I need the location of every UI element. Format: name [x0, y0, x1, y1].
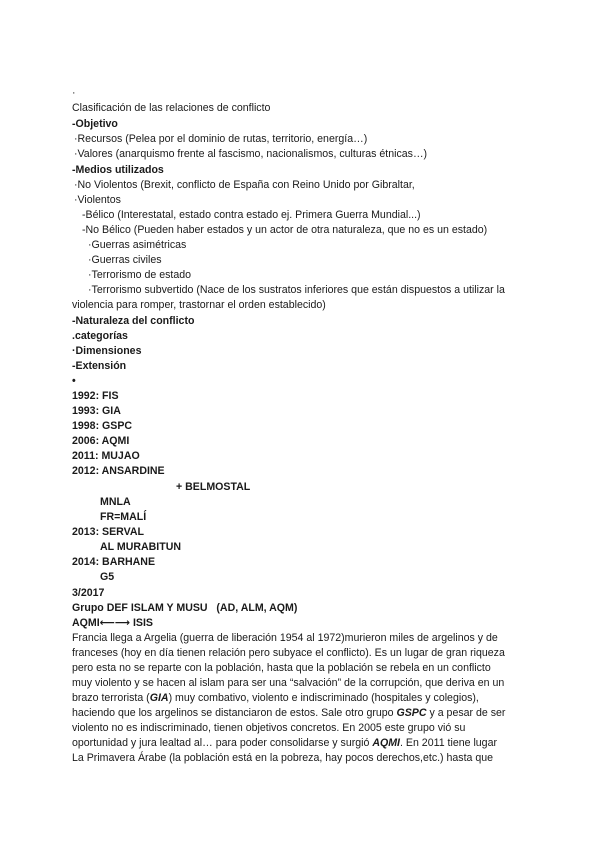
- leading-dot: ·: [72, 87, 76, 99]
- paragraph-line: franceses (hoy en día tienen relación pero subyace el conflicto). Es un lugar de gran riqueza: [72, 647, 505, 659]
- paragraph-line: [72, 736, 497, 750]
- paragraph-line: violento no es indiscriminado, tienen objetivos concretos. En 2005 este grupo vió su: [72, 722, 466, 734]
- timeline-2006: 2006: AQMI: [72, 435, 130, 447]
- paragraph-text: haciendo que los argelinos se distanciaron de estos. Sale otro grupo: [72, 707, 397, 719]
- timeline-2012: 2012: ANSARDINE: [72, 465, 165, 477]
- timeline-1998: 1998: GSPC: [72, 420, 133, 432]
- timeline-fr-mali: FR=MALÍ: [100, 511, 147, 523]
- timeline-2013: 2013: SERVAL: [72, 526, 145, 538]
- paragraph-text: ) muy combativo, violento e indiscriminado (hospitales y colegios),: [168, 692, 479, 704]
- item-no-belico: -No Bélico (Pueden haber estados y un actor de otra naturaleza, que no es un estado): [82, 224, 488, 236]
- timeline-mnla: MNLA: [100, 496, 131, 508]
- gspc-emphasis: GSPC: [396, 707, 427, 719]
- subtype-asimetricas: ·Guerras asimétricas: [88, 239, 187, 251]
- paragraph-line: [72, 706, 505, 720]
- aqmi-emphasis: AQMI: [372, 737, 401, 749]
- paragraph-line: La Primavera Árabe (la población está en la pobreza, hay pocos derechos,etc.) hasta que: [72, 752, 494, 764]
- gia-emphasis: GIA: [149, 692, 169, 704]
- paragraph-text: . En 2011 tiene lugar: [400, 737, 497, 749]
- subtype-terrorismo-subvertido-cont: violencia para romper, trastornar el orden establecido): [72, 299, 326, 311]
- item-valores: ·Valores (anarquismo frente al fascismo, nacionalismos, culturas étnicas…): [74, 148, 428, 160]
- heading-extension: -Extensión: [72, 360, 127, 372]
- timeline-g5: G5: [100, 571, 115, 583]
- item-no-violentos: ·No Violentos (Brexit, conflicto de España con Reino Unido por Gibraltar,: [74, 179, 415, 191]
- grupo-def-islam: Grupo DEF ISLAM Y MUSU (AD, ALM, AQM): [72, 602, 298, 614]
- document-title: Clasificación de las relaciones de conflicto: [72, 102, 271, 114]
- timeline-2014: 2014: BARHANE: [72, 556, 156, 568]
- paragraph-line: [72, 691, 479, 705]
- timeline-2017: 3/2017: [72, 587, 105, 599]
- paragraph-line: muy violento y se hacen al islam para ser una “salvación” de la corrupción, que deriva en un: [72, 677, 505, 689]
- heading-categorias: .categorías: [72, 330, 128, 342]
- timeline-belmostal: + BELMOSTAL: [176, 481, 251, 493]
- heading-naturaleza: -Naturaleza del conflicto: [72, 315, 195, 327]
- timeline-al-murabitun: AL MURABITUN: [100, 541, 182, 553]
- paragraph-line: pero esta no se reparte con la población, hasta que la población se rebela en un conflicto: [72, 662, 491, 674]
- paragraph-text: brazo terrorista (: [72, 692, 150, 704]
- subtype-civiles: ·Guerras civiles: [88, 254, 162, 266]
- paragraph-text: y a pesar de ser: [426, 707, 506, 719]
- paragraph-line: Francia llega a Argelia (guerra de liberación 1954 al 1972)murieron miles de argelinos y de: [72, 632, 498, 644]
- item-belico: -Bélico (Interestatal, estado contra estado ej. Primera Guerra Mundial...): [82, 209, 421, 221]
- paragraph-text: oportunidad y jura lealtad al… para poder consolidarse y surgió: [72, 737, 373, 749]
- heading-objetivo: -Objetivo: [72, 118, 118, 130]
- aqmi-isis: AQMI⟵⟶ ISIS: [72, 617, 153, 629]
- item-violentos: ·Violentos: [74, 194, 121, 206]
- item-recursos: ·Recursos (Pelea por el dominio de rutas, territorio, energía…): [74, 133, 368, 145]
- subtype-terrorismo-estado: ·Terrorismo de estado: [88, 269, 192, 281]
- timeline-2011: 2011: MUJAO: [72, 450, 140, 462]
- timeline-1993: 1993: GIA: [72, 405, 121, 417]
- timeline-1992: 1992: FIS: [72, 390, 119, 402]
- heading-dimensiones: ·Dimensiones: [72, 345, 142, 357]
- heading-medios: -Medios utilizados: [72, 164, 164, 176]
- bullet: •: [72, 375, 76, 387]
- subtype-terrorismo-subvertido: ·Terrorismo subvertido (Nace de los sustratos inferiores que están dispuestos a utilizar la: [88, 284, 505, 296]
